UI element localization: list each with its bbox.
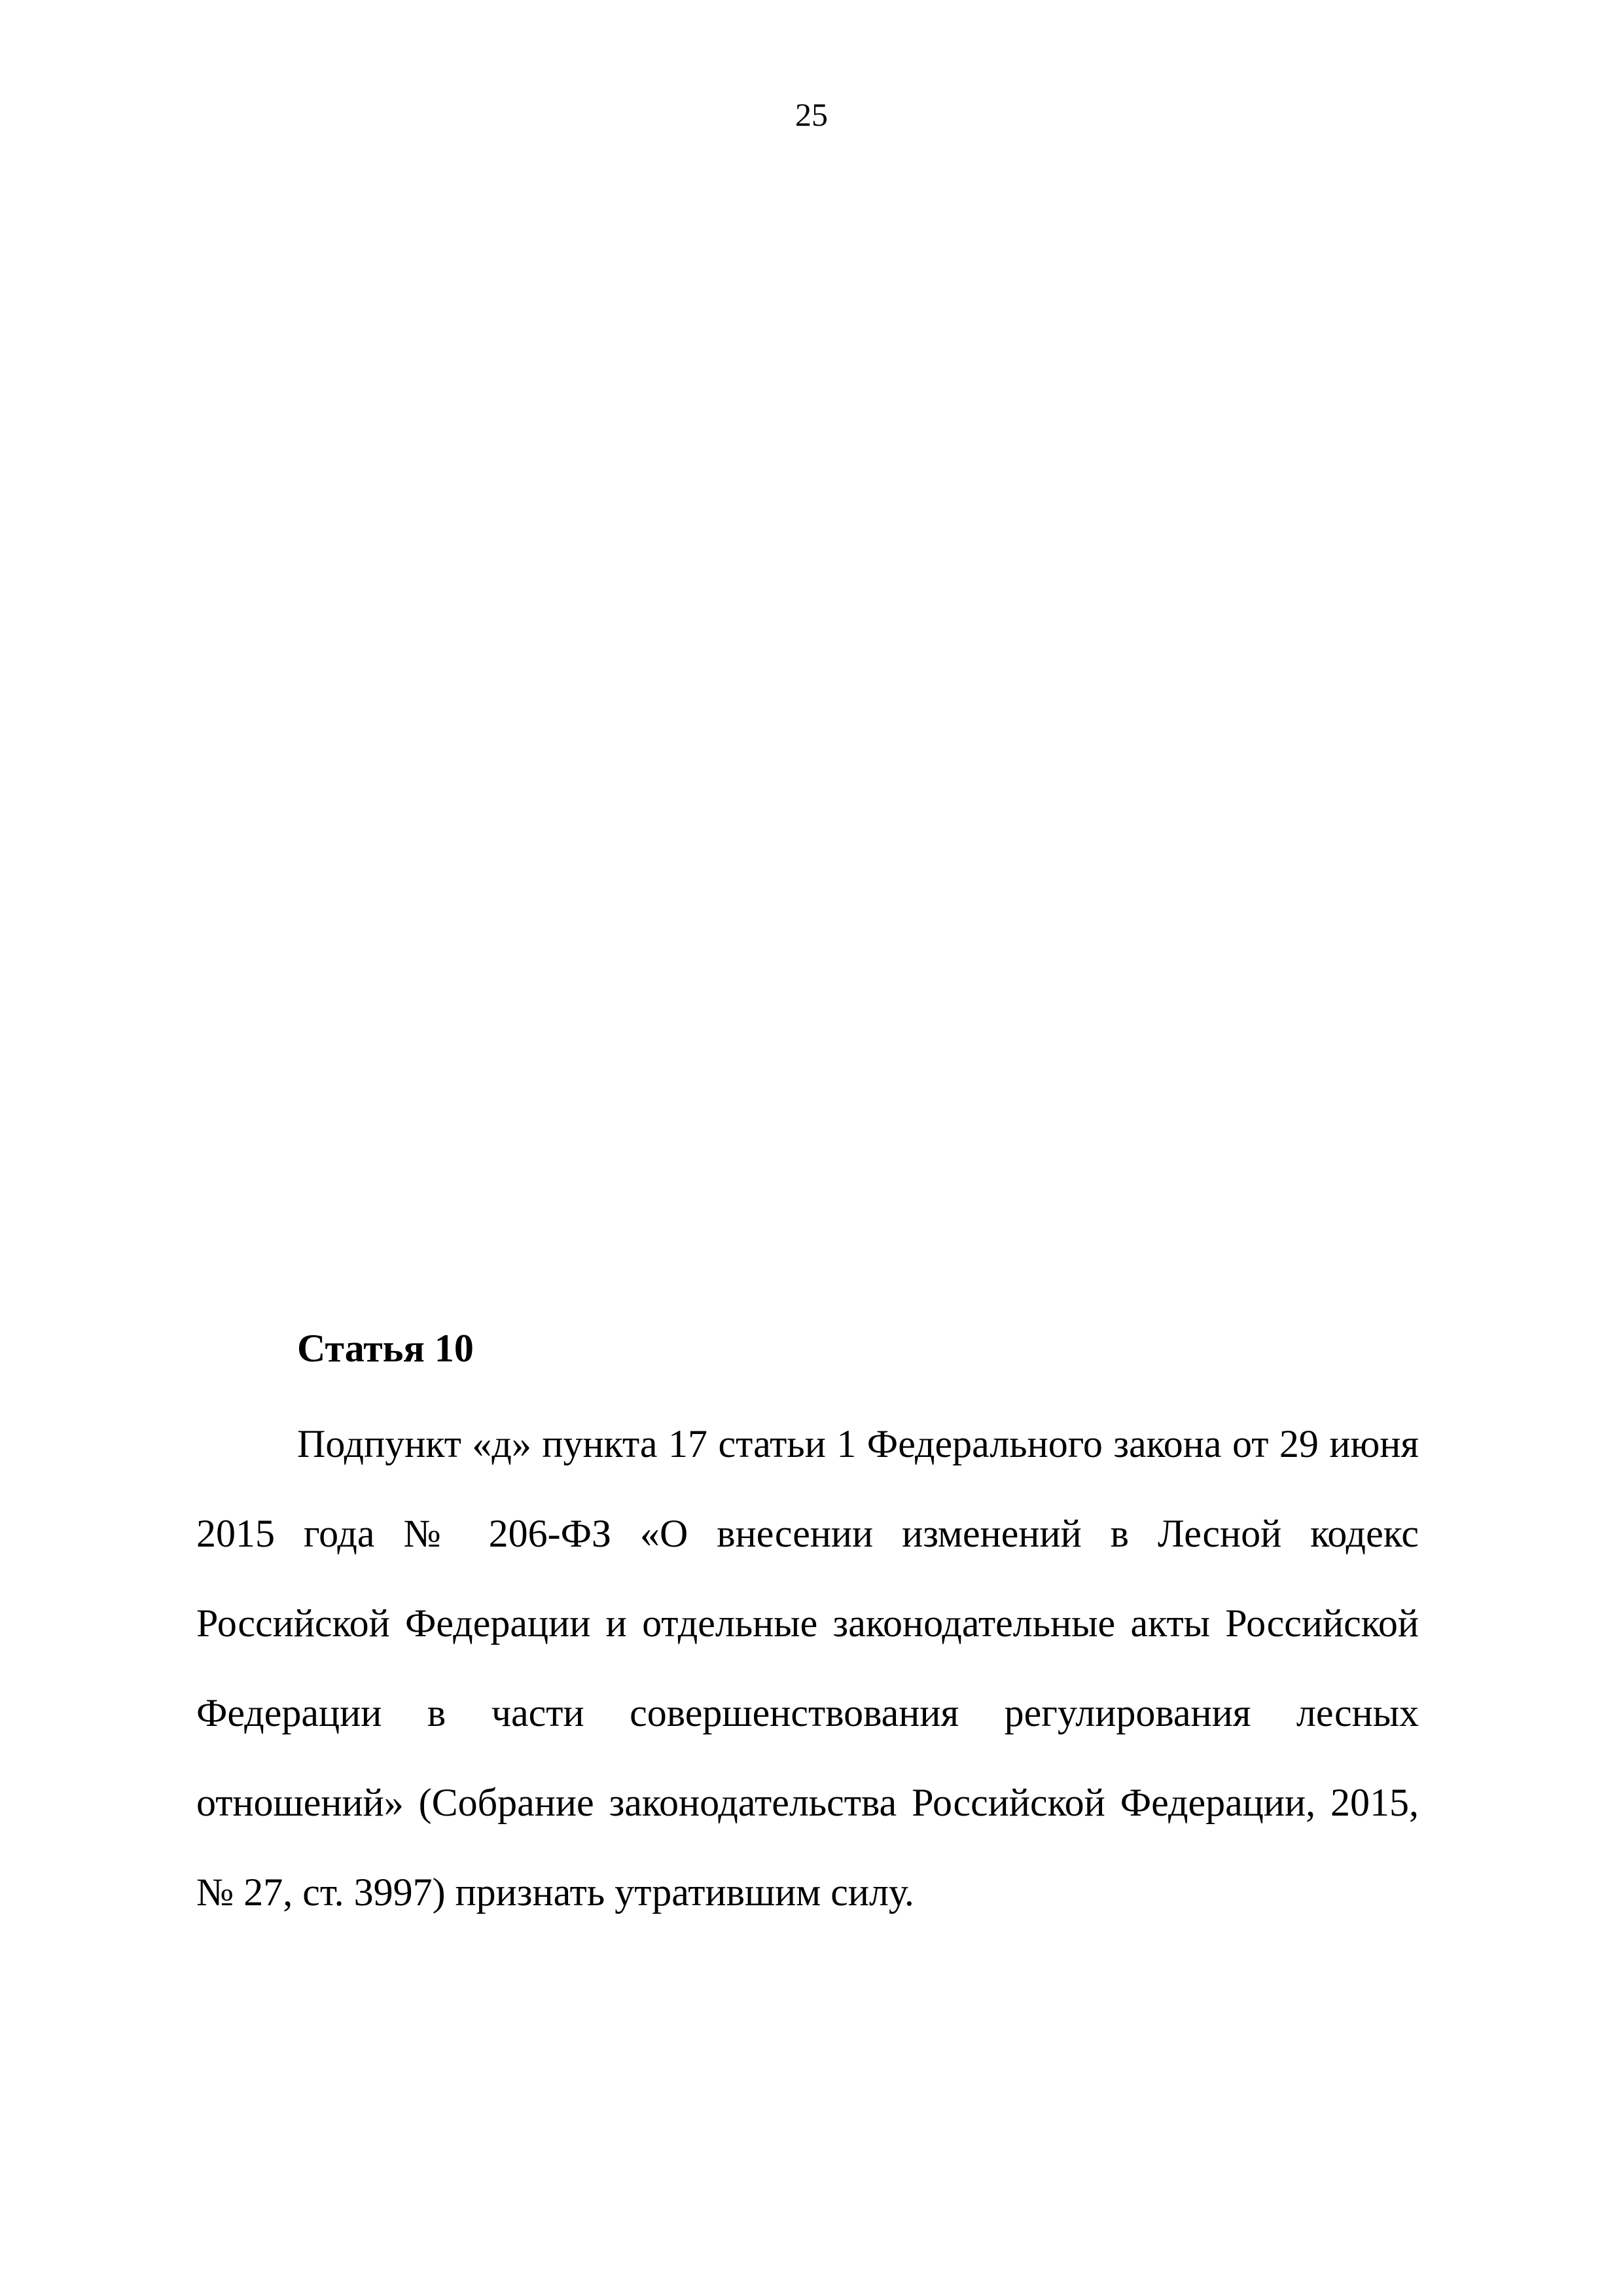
article-heading: Статья 10	[297, 1327, 474, 1370]
article-body: Подпункт «д» пункта 17 статьи 1 Федерального закона от 29 июня 2015 года № 206-ФЗ «О внесении изменений в Лесной кодекс Российской Федерации и отдельные законодательные акты Российской Федерации в части совершенствования регулирования лесных отношений» (Собрание законодательства Российской Федерации, 2015, № 27, ст. 3997) признать утратившим силу.	[196, 1422, 1419, 1914]
page-number: 25	[795, 96, 828, 133]
